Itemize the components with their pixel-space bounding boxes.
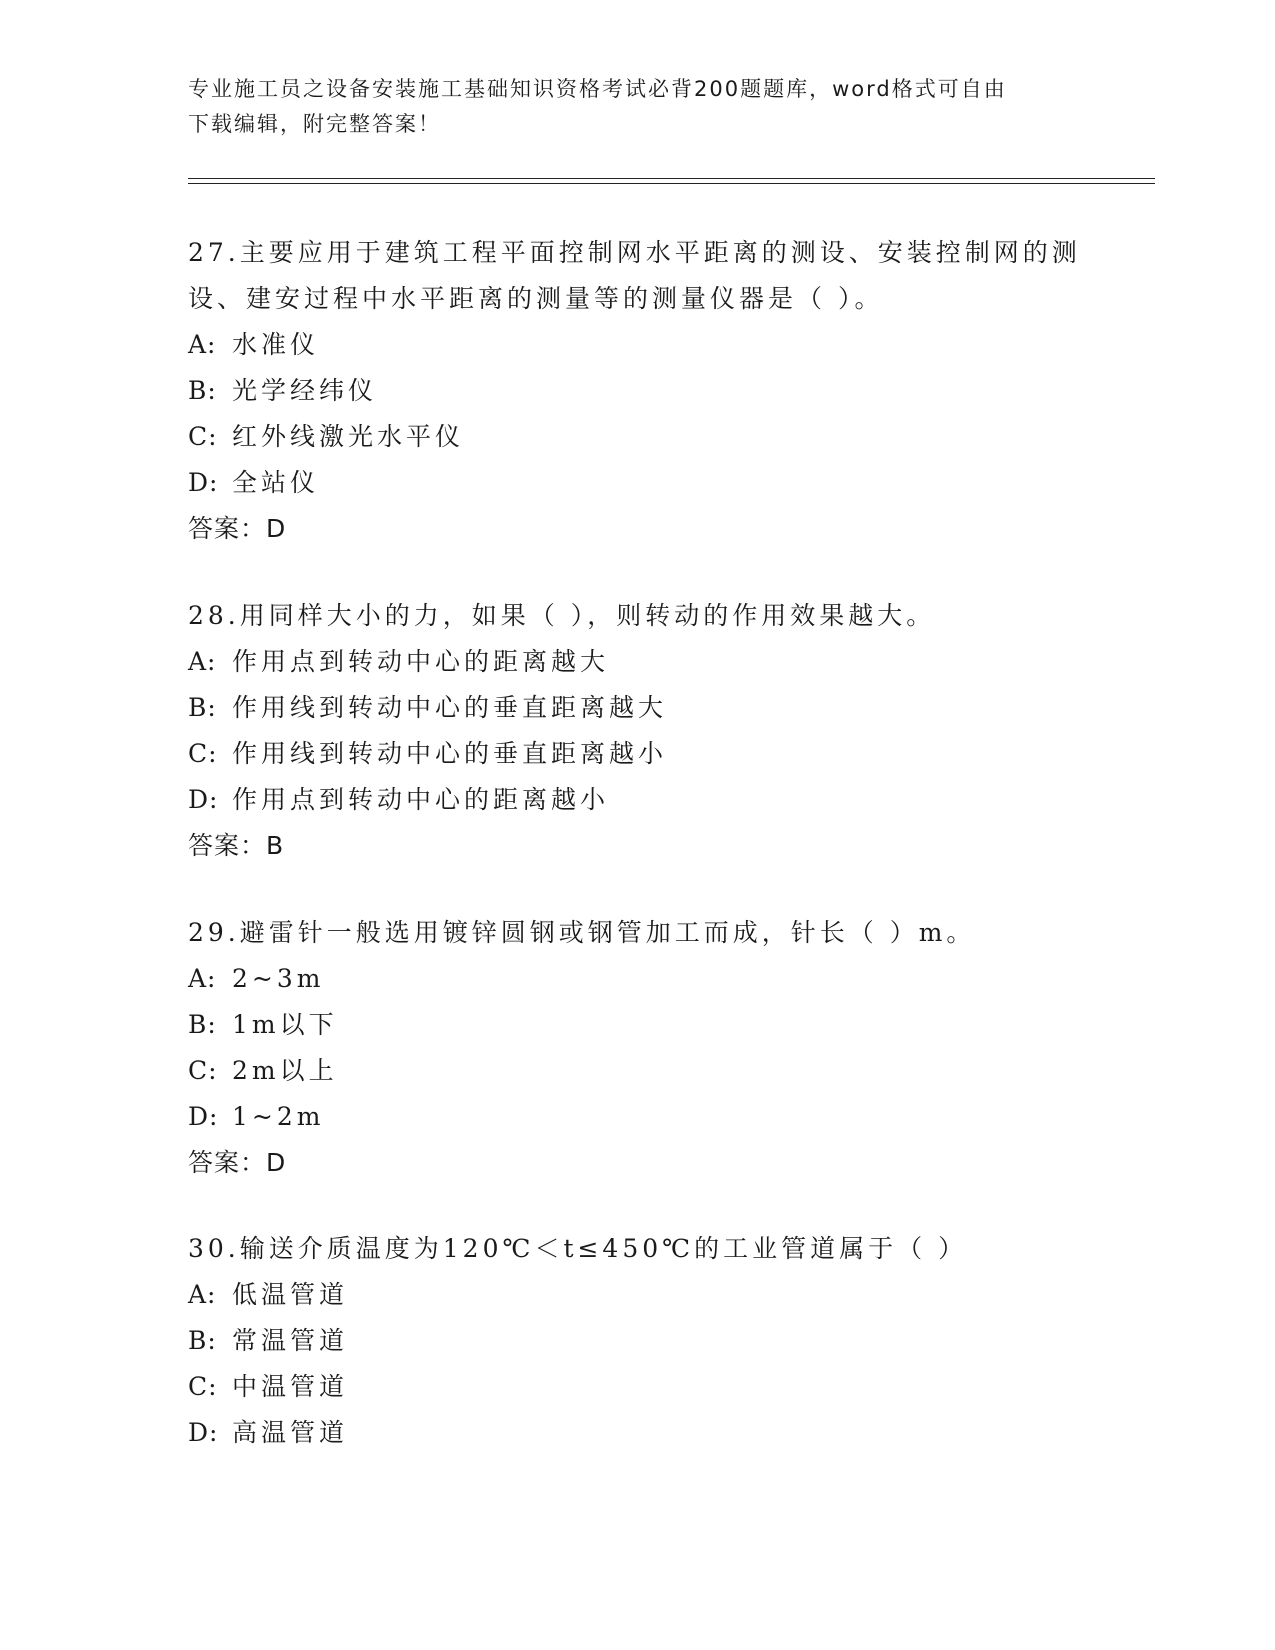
option-key: C:	[188, 739, 218, 768]
question-stem: 30.输送介质温度为120℃＜t≤450℃的工业管道属于（ ）	[188, 1234, 968, 1263]
option-text: 中温管道	[232, 1372, 349, 1401]
option-b	[188, 1002, 1088, 1048]
option-text: 作用线到转动中心的垂直距离越大	[232, 693, 668, 722]
option-text: 红外线激光水平仪	[232, 422, 465, 451]
option-b	[188, 368, 1088, 414]
option-key: D:	[188, 1102, 219, 1131]
option-b	[188, 1318, 1088, 1364]
option-text: 2m以上	[232, 1056, 338, 1085]
option-key: B:	[188, 693, 217, 722]
option-key: C:	[188, 422, 218, 451]
option-key: D:	[188, 1418, 219, 1447]
option-c	[188, 731, 1088, 777]
option-d	[188, 1094, 1088, 1140]
option-key: D:	[188, 785, 219, 814]
option-key: B:	[188, 376, 217, 405]
option-a	[188, 956, 1088, 1002]
option-text: 低温管道	[232, 1280, 349, 1309]
option-key: C:	[188, 1372, 218, 1401]
question-28	[188, 593, 1088, 869]
option-text: 高温管道	[232, 1418, 349, 1447]
option-text: 1m以下	[232, 1010, 338, 1039]
option-key: D:	[188, 468, 219, 497]
option-text: 全站仪	[232, 468, 320, 497]
option-text: 光学经纬仪	[232, 376, 378, 405]
answer: 答案：D	[188, 514, 287, 543]
option-text: 作用线到转动中心的垂直距离越小	[232, 739, 668, 768]
option-d	[188, 1410, 1088, 1456]
question-stem: 29.避雷针一般选用镀锌圆钢或钢管加工而成，针长（ ）m。	[188, 918, 976, 947]
option-text: 常温管道	[232, 1326, 349, 1355]
question-stem: 27.主要应用于建筑工程平面控制网水平距离的测设、安装控制网的测	[188, 238, 1081, 267]
option-c	[188, 1364, 1088, 1410]
option-key: C:	[188, 1056, 218, 1085]
option-b	[188, 685, 1088, 731]
option-key: A:	[188, 647, 217, 676]
header-divider-top	[188, 178, 1155, 179]
option-c	[188, 1048, 1088, 1094]
header-line-1: 专业施工员之设备安装施工基础知识资格考试必背200题题库，word格式可自由	[188, 77, 1007, 101]
option-text: 2~3m	[232, 964, 325, 993]
option-c	[188, 414, 1088, 460]
header-divider-bottom	[188, 183, 1155, 184]
option-a	[188, 639, 1088, 685]
option-text: 1~2m	[232, 1102, 325, 1131]
answer: 答案：D	[188, 1148, 287, 1177]
option-key: B:	[188, 1010, 217, 1039]
question-27	[188, 230, 1088, 552]
document-header	[188, 72, 1088, 142]
answer: 答案：B	[188, 831, 285, 860]
option-a	[188, 1272, 1088, 1318]
option-key: A:	[188, 964, 217, 993]
option-key: A:	[188, 1280, 217, 1309]
option-text: 作用点到转动中心的距离越小	[232, 785, 610, 814]
option-key: B:	[188, 1326, 217, 1355]
question-30	[188, 1226, 1088, 1456]
question-stem: 28.用同样大小的力，如果（ ），则转动的作用效果越大。	[188, 601, 936, 630]
option-text: 作用点到转动中心的距离越大	[232, 647, 610, 676]
question-stem-continued: 设、建安过程中水平距离的测量等的测量仪器是（ ）。	[188, 284, 884, 313]
option-d	[188, 777, 1088, 823]
header-line-2: 下载编辑，附完整答案！	[188, 112, 441, 136]
option-a	[188, 322, 1088, 368]
option-d	[188, 460, 1088, 506]
question-29	[188, 910, 1088, 1186]
option-key: A:	[188, 330, 217, 359]
option-text: 水准仪	[232, 330, 320, 359]
